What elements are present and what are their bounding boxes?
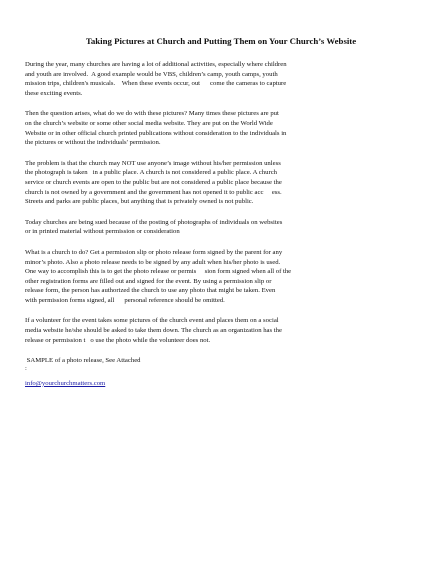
paragraph-intro: During the year, many churches are having a lot of additional activities, especially where children and youth are involved. A good example would be VBS, children’s camp, youth camps, youth mission trips, children's musicals. When these events occur, out come the cameras to capture these exciting events. — [25, 61, 287, 97]
sample-release-note: SAMPLE of a photo release, See Attached — [25, 357, 141, 365]
paragraph-problem: The problem is that the church may NOT use anyone’s image without his/her permission unless the photograph is taken in a public place. A church is not considered a public place. A church service or church events are open to the public but are not considered a public place because the church is not owned by a government and the government has not opened it to public acc ess. Streets and parks are public places, but anything that is privately owned is not public. — [25, 159, 282, 206]
email-link[interactable]: info@yourchurchmatters.com — [25, 379, 106, 387]
paragraph-question: Then the question arises, what do we do with these pictures? Many times these pictures are put on the church’s website or some other social media website. They are put on the World Wide Website or in other official church printed publications without consideration to the individuals in the pictures or without the individuals' permission. — [25, 110, 287, 147]
paragraph-what-to-do: What is a church to do? Get a permission slip or photo release form signed by the parent for any minor’s photo. Also a photo release needs to be signed by any adult when his/her photo is used. One way to accomplish this is to get the photo release or permis sion form signed when all of the other registration forms are filled out and signed for the event. By using a permission slip or release form, the person has authorized the church to use any photo that might be taken. Even with permission forms signed, all personal reference should be omitted. — [25, 248, 292, 304]
paragraph-lawsuits: Today churches are being sued because of the posting of photographs of individuals on websites or in printed material without permission or consideration — [25, 218, 283, 236]
document-title: Taking Pictures at Church and Putting Them on Your Church’s Website — [85, 36, 357, 46]
document-page — [25, 36, 417, 390]
separator-mark: : — [25, 364, 27, 372]
paragraph-volunteer: If a volunteer for the event takes some pictures of the church event and places them on a social media website he/she should be asked to take them down. The church as an organization has the release or permission t o use the photo while the volunteer does not. — [25, 317, 282, 344]
